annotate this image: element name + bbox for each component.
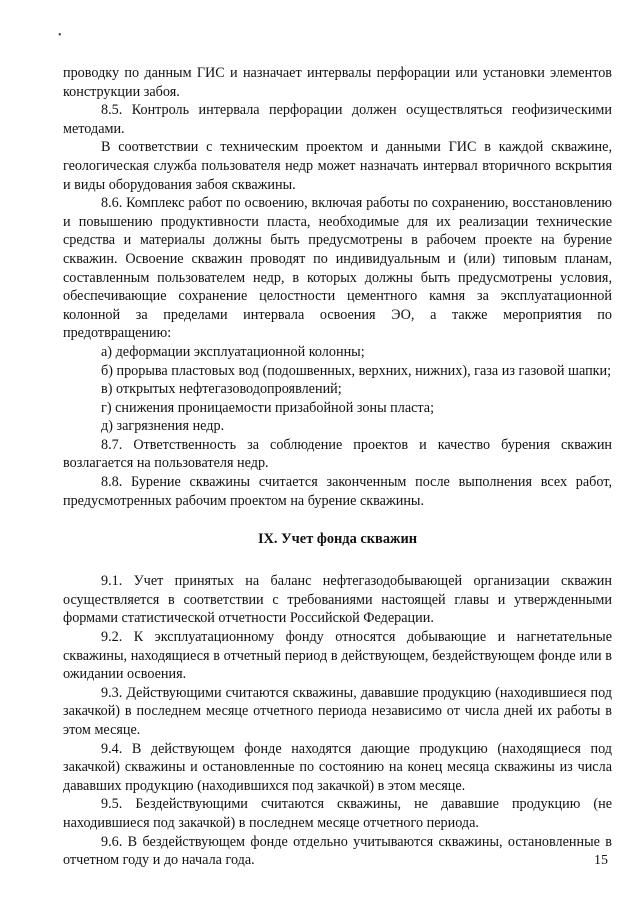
paragraph-9-2: 9.2. К эксплуатационному фонду относятся добывающие и нагнетательные скважины, находящиеся в отчетный период в действующем, бездействующем фонде или в ожидании освоения. — [63, 629, 612, 683]
list-item-d: д) загрязнения недр. — [101, 418, 225, 435]
paragraph-9-3: 9.3. Действующими считаются скважины, дававшие продукцию (находившиеся под закачкой) в последнем месяце отчетного периода независимо от числа дней их работы в этом месяце. — [63, 684, 612, 738]
paragraph-8-5-note: В соответствии с техническим проектом и данными ГИС в каждой скважине, геологическая служба пользователя недр может назначать интервал вторичного вскрытия и виды оборудования забоя скважины. — [63, 139, 612, 193]
paragraph-9-1: 9.1. Учет принятых на баланс нефтегазодобывающей организации скважин осуществляется в соответствии с требованиями настоящей главы и утвержденными формами статистической отчетности Российской Федерации. — [63, 573, 612, 627]
paragraph-8-5: 8.5. Контроль интервала перфорации должен осуществляться геофизическими методами. — [63, 102, 612, 137]
section-title: IX. Учет фонда скважин — [257, 531, 418, 548]
document-body — [63, 64, 612, 870]
list-item-a: а) деформации эксплуатационной колонны; — [101, 343, 365, 360]
paragraph-9-5: 9.5. Бездействующими считаются скважины, не дававшие продукцию (не находившиеся под закачкой) в последнем месяце отчетного периода. — [63, 796, 612, 831]
paragraph-9-4: 9.4. В действующем фонде находятся дающие продукцию (находящиеся под закачкой) скважины и остановленные по состоянию на конец месяца скважины из числа дававших продукцию (находившихся под закачкой) в этом месяце. — [63, 740, 612, 794]
list-item-g: г) снижения проницаемости призабойной зоны пласта; — [101, 399, 435, 416]
paragraph-continuation: проводку по данным ГИС и назначает интервалы перфорации или установки элементов конструкции забоя. — [63, 65, 612, 100]
list-item-v: в) открытых нефтегазоводопроявлений; — [101, 381, 342, 398]
list-item-b: б) прорыва пластовых вод (подошвенных, верхних, нижних), газа из газовой шапки; — [101, 362, 612, 379]
paragraph-8-7: 8.7. Ответственность за соблюдение проектов и качество бурения скважин возлагается на пользователя недр. — [63, 436, 612, 472]
paragraph-8-6: 8.6. Комплекс работ по освоению, включая работы по сохранению, восстановлению и повышению продуктивности пласта, необходимые для их реализации технические средства и материалы должны быть предусмотрены в рабочем проекте на бурение скважин. Освоение скважин проводят по индивидуальным и (или) типовым планам, составленным пользователем недр, в которых должны быть предусмотрены условия, обеспечивающие сохранение целостности цементного камня за эксплуатационной колонной за пределами интервала освоения ЭО, а также мероприятия по предотвращению: — [63, 195, 612, 342]
page-number: 15 — [594, 853, 608, 868]
paragraph-8-8: 8.8. Бурение скважины считается законченным после выполнения всех работ, предусмотренных рабочим проектом на бурение скважины. — [63, 474, 612, 509]
corner-mark: • — [58, 30, 62, 41]
paragraph-9-6: 9.6. В бездействующем фонде отдельно учитываются скважины, остановленные в отчетном году и до начала года. — [63, 833, 612, 869]
